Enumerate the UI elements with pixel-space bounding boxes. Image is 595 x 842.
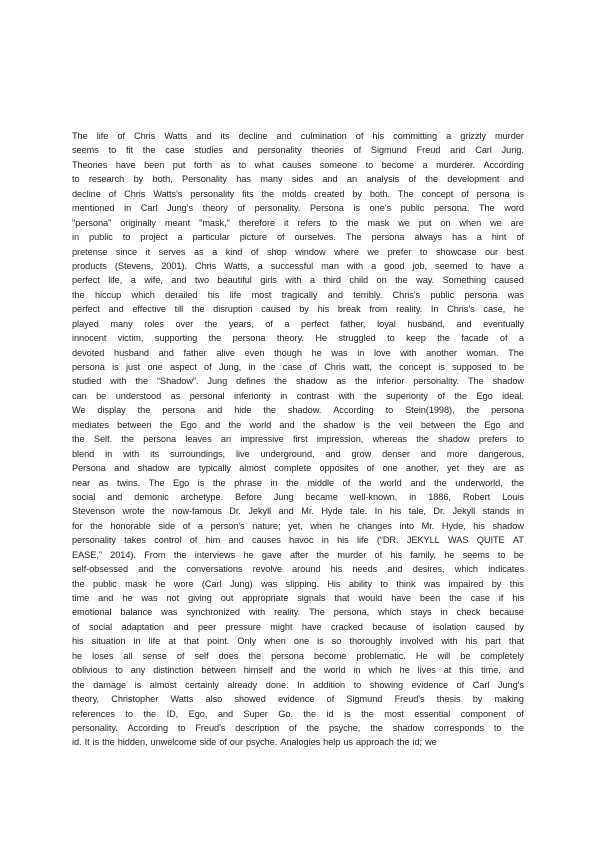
text-line: of social adaptation and peer pressure might have cracked because of isolation caused by [72, 621, 524, 632]
text-line: The life of Chris Watts and its decline and culmination of his committing a grizzly murder [72, 131, 524, 141]
text-line: self-obsessed and the conversations revolve around his needs and desires, which indicates [72, 564, 524, 575]
text-line: EASE,” 2014). From the interviews he gave after the murder of his family, he seems to be [72, 549, 524, 560]
text-line: seems to fit the case studies and personality theories of Sigmund Freud and Carl Jung. [72, 145, 524, 156]
text-line: blend in with its surroundings, live underground, and grow denser and more dangerous. [72, 448, 524, 459]
text-line: oblivious to any distinction between himself and the world in which he lives at this time, and [72, 665, 524, 676]
text-line: persona is just one aspect of Jung, in the case of Chris watt, the concept is supposed to be [72, 362, 524, 372]
text-line: personality. According to Freud's description of the psyche, the shadow corresponds to the [72, 722, 524, 733]
text-line: in public to project a particular picture of ourselves. The persona always has a hint of [72, 232, 524, 243]
body-text [72, 129, 524, 750]
text-line: "persona" originally meant "mask," therefore it refers to the mask we put on when we are [72, 217, 524, 228]
text-line: time and he was not giving out appropriate signals that would have been the case if his [72, 593, 524, 603]
text-line: innocent victim, supporting the persona theory. He struggled to keep the facade of a [72, 333, 524, 344]
text-line: social and demonic archetype. Before Jung became well-known, in 1886, Robert Louis [72, 491, 524, 502]
text-line: can be understood as personal inferiority in contrast with the superiority of the Ego ideal. [72, 390, 524, 401]
text-line: the public mask he wore (Carl Jung) was slipping. His ability to think was impaired by this [72, 578, 524, 589]
text-line: his situation in life at that point. Only when one is so thoroughly involved with his part that [72, 636, 524, 647]
text-line: perfect life, a wife, and two beautiful girls with a third child on the way. Something caused [72, 275, 524, 286]
text-line: he loses all sense of self does the persona become problematic. He will be completely [72, 650, 524, 661]
text-line: Stevenson wrote the now-famous Dr. Jekyll and Mr. Hyde tale. In his tale, Dr. Jekyll stands in [72, 506, 524, 517]
text-line: references to the ID, Ego, and Super Go. the id is the most essential component of [72, 708, 524, 719]
text-line: near as twins. The Ego is the phrase in the middle of the world and the underworld, the [72, 477, 524, 488]
text-line: devoted husband and father alive even though he was in love with another woman. The [72, 347, 524, 358]
text-line: played many roles over the years, of a perfect father, loyal husband, and eventually [72, 318, 524, 329]
text-line: id. It is the hidden, unwelcome side of our psyche. Analogies help us approach the id; we [72, 737, 437, 748]
text-line: studied with the “Shadow”. Jung defines the shadow as the inferior personality. The shadow [72, 376, 524, 387]
text-line: Persona and shadow are typically almost complete opposites of one another, yet they are as [72, 463, 524, 474]
text-line: personality takes control of him and causes havoc in his life (“DR. JEKYLL WAS QUITE AT [72, 535, 524, 546]
text-line: theory, Christopher Watts also showed evidence of Sigmund Freud's thesis by making [72, 694, 524, 705]
text-line: the hiccup which derailed his life most tragically and terribly. Chris’s public persona was [72, 289, 524, 300]
text-line: the Self. the persona leaves an impressive first impression, whereas the shadow prefers to [72, 434, 524, 445]
text-line: emotional balance was synchronized with reality. The persona, which stays in check because [72, 607, 524, 618]
text-line: products (Stevens, 2001). Chris Watts, a successful man with a good job, seemed to have a [72, 260, 524, 271]
text-line: mediates between the Ego and the world and the shadow is the veil between the Ego and [72, 419, 524, 430]
text-line: for the honorable side of a person's nature; yet, when he changes into Mr. Hyde, his shadow [72, 520, 524, 531]
text-line: mentioned in Carl Jung's theory of personality. Persona is one's public persona. The word [72, 203, 524, 214]
text-line: We display the persona and hide the shadow. According to Stein(1998), the persona [72, 405, 524, 416]
text-line: decline of Chris Watts's personality fits the molds created by both. The concept of persona is [72, 188, 524, 199]
text-line: pretense since it serves as a kind of shop window where we prefer to showcase our best [72, 246, 524, 257]
text-line: perfect and effective till the disruption caused by his break from reality. In Chris’s case, he [72, 304, 524, 315]
text-line: Theories have been put forth as to what causes someone to become a murderer. According [72, 159, 524, 170]
text-line: the damage is almost certainly already done. In addition to showing evidence of Carl Jung's [72, 679, 524, 690]
text-line: to research by both, Personality has many sides and an analysis of the development and [72, 174, 524, 185]
